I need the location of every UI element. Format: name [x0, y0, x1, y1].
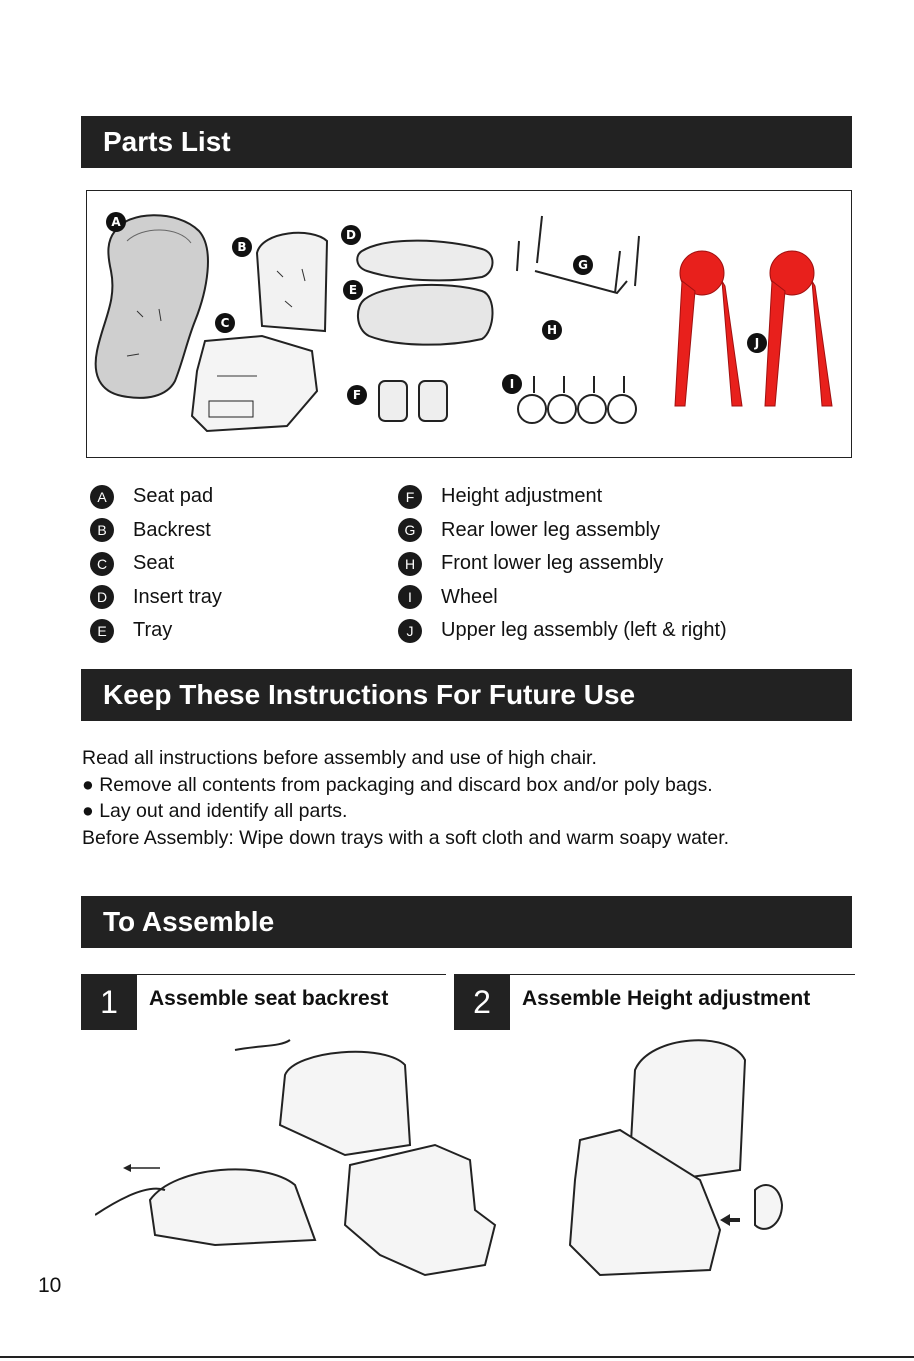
- legend-item: [398, 614, 727, 648]
- instruction-line: ● Lay out and identify all parts.: [82, 800, 348, 822]
- step-title: Assemble Height adjustment: [522, 987, 811, 1010]
- legend-label: Seat: [133, 552, 175, 575]
- legend-badge: B: [90, 518, 114, 542]
- step-number: 1: [81, 974, 137, 1030]
- step-1-header: [81, 974, 446, 1030]
- page-number: 10: [38, 1274, 62, 1297]
- parts-diagram: [86, 190, 852, 458]
- step-1-illustration: [95, 1035, 500, 1280]
- tray-illustration: [358, 285, 493, 345]
- legend-label: Rear lower leg assembly: [441, 518, 660, 541]
- legend-badge: G: [398, 518, 422, 542]
- section-title-to-assemble: To Assemble: [81, 896, 852, 948]
- legend-label: Tray: [133, 619, 173, 642]
- bottom-rule: [0, 1356, 914, 1358]
- legend-item: [398, 581, 727, 615]
- legend-badge: C: [90, 552, 114, 576]
- backrest-illustration: [257, 233, 327, 331]
- parts-illustration: [87, 191, 853, 459]
- diagram-label-j: J: [754, 336, 760, 350]
- legend-item: [398, 547, 727, 581]
- legend-label: Insert tray: [133, 585, 222, 608]
- legend-item: [90, 614, 222, 648]
- step-2-header: [454, 974, 855, 1030]
- instruction-line: Read all instructions before assembly and use of high chair.: [82, 747, 597, 769]
- legend-item: [398, 514, 727, 548]
- legend-label: Wheel: [441, 585, 498, 608]
- diagram-label-d: D: [346, 228, 356, 242]
- diagram-label-i: I: [509, 377, 515, 391]
- legend-badge: E: [90, 619, 114, 643]
- diagram-label-b: B: [237, 240, 247, 254]
- diagram-label-g: G: [578, 258, 588, 272]
- diagram-label-c: C: [220, 316, 230, 330]
- diagram-label-f: F: [352, 388, 362, 402]
- instruction-line: ● Remove all contents from packaging and discard box and/or poly bags.: [82, 773, 713, 796]
- diagram-label-h: H: [546, 323, 558, 337]
- step-number: 2: [454, 974, 510, 1030]
- wheels-illustration: [518, 376, 636, 423]
- rear-lower-leg-illustration: [517, 216, 639, 293]
- legend-label: Seat pad: [133, 485, 214, 508]
- height-adjustment-illustration: [379, 381, 447, 421]
- legend-label: Backrest: [133, 518, 211, 541]
- diagram-label-a: A: [111, 215, 121, 229]
- step-title: Assemble seat backrest: [149, 987, 389, 1010]
- legend-label: Height adjustment: [441, 485, 603, 508]
- instruction-line: Before Assembly: Wipe down trays with a soft cloth and warm soapy water.: [82, 826, 730, 849]
- legend-badge: A: [90, 485, 114, 509]
- upper-leg-illustration: [675, 251, 832, 406]
- legend-item: [398, 480, 727, 514]
- seat-illustration: [192, 336, 317, 431]
- legend-item: [90, 480, 222, 514]
- section-title-parts-list: Parts List: [81, 116, 852, 168]
- legend-item: [90, 514, 222, 548]
- legend-label: Upper leg assembly (left & right): [441, 619, 727, 642]
- legend-item: [90, 547, 222, 581]
- step-2-illustration: [560, 1030, 785, 1280]
- legend-badge: I: [398, 585, 422, 609]
- parts-legend-right: [398, 480, 727, 648]
- legend-label: Front lower leg assembly: [441, 552, 664, 575]
- legend-badge: H: [398, 552, 422, 576]
- insert-tray-illustration: [357, 241, 492, 281]
- section-title-keep-instructions: Keep These Instructions For Future Use: [81, 669, 852, 721]
- legend-badge: J: [398, 619, 422, 643]
- legend-item: [90, 581, 222, 615]
- legend-badge: D: [90, 585, 114, 609]
- diagram-label-e: E: [348, 283, 358, 297]
- parts-legend-left: [90, 480, 222, 648]
- instructions-text: [82, 745, 729, 851]
- seat-pad-illustration: [96, 215, 208, 398]
- legend-badge: F: [398, 485, 422, 509]
